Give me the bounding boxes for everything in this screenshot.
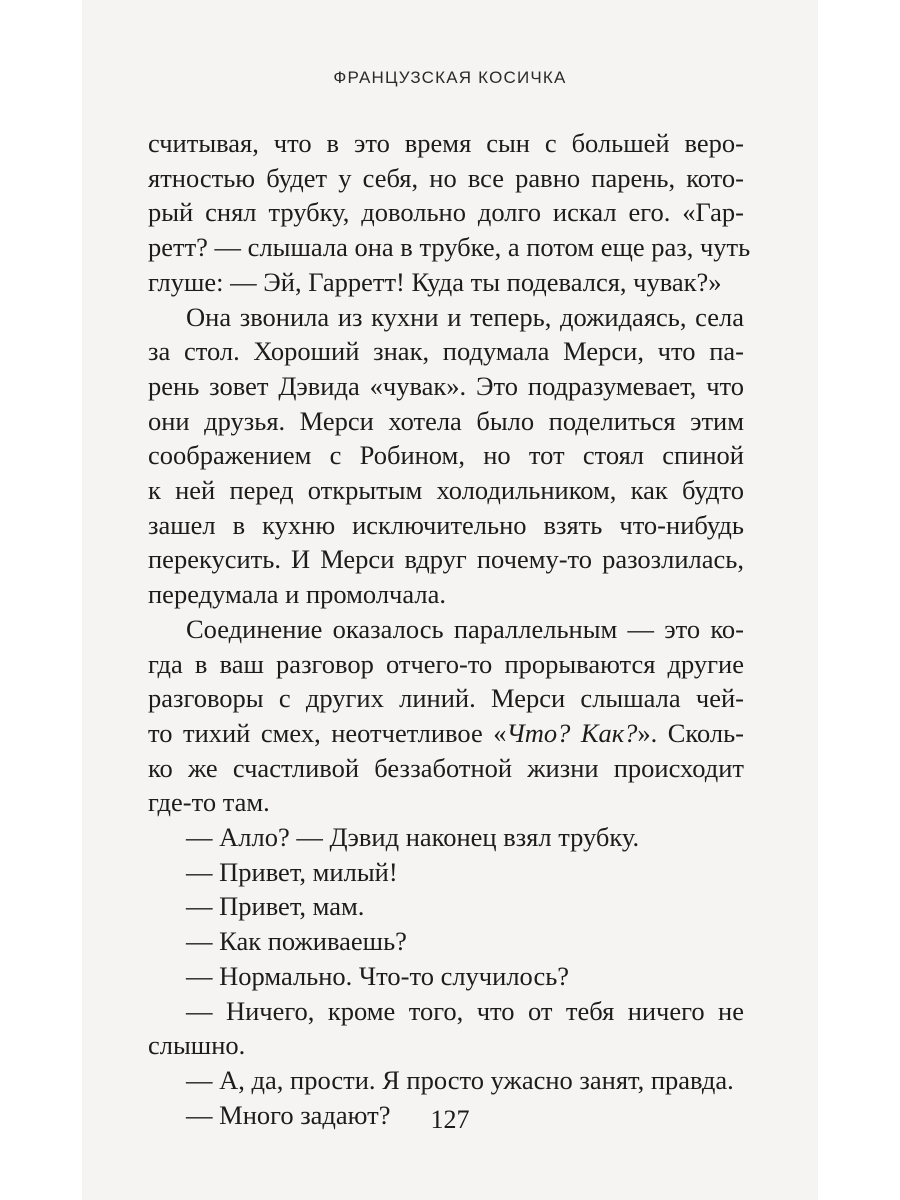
text-line: — Алло? — Дэвид наконец взял трубку. — [186, 822, 640, 853]
text-segment: то тихий смех, неотчетливое « — [148, 717, 507, 748]
dialogue-line — [148, 959, 744, 994]
paragraph — [148, 126, 751, 300]
text-line: — Привет, милый! — [186, 856, 398, 887]
text-line: за стол. Хороший знак, подумала Мерси, что па- — [148, 336, 744, 367]
dialogue-line — [148, 924, 744, 959]
text-line: соображением с Робином, но тот стоял спиной — [148, 440, 744, 471]
text-line: зашел в кухню исключительно взять что-нибудь — [148, 509, 744, 540]
text-line: слышно. — [148, 1030, 246, 1061]
text-line: Она звонила из кухни и теперь, дожидаясь, села — [186, 301, 744, 332]
dialogue-line — [148, 1063, 744, 1098]
text-line: глуше: — Эй, Гарретт! Куда ты подевался, чувак?» — [148, 266, 722, 297]
text-line: — Как поживаешь? — [186, 926, 407, 957]
text-line-with-italic — [148, 716, 744, 751]
page-body — [148, 126, 751, 1132]
page-number: 127 — [430, 1105, 470, 1134]
text-line: Соединение оказалось параллельным — это ко- — [186, 613, 744, 644]
text-line: — Ничего, кроме того, что от тебя ничего не — [186, 995, 744, 1026]
dialogue-line — [148, 820, 744, 855]
running-header: ФРАНЦУЗСКАЯ КОСИЧКА — [333, 68, 567, 87]
text-line: рый снял трубку, довольно долго искал его. «Гар- — [148, 197, 744, 228]
paragraph — [148, 300, 744, 612]
text-line: рень зовет Дэвида «чувак». Это подразумевает, что — [148, 370, 744, 401]
text-line: ятностью будет у себя, но все равно парень, кото- — [148, 162, 744, 193]
paragraph — [148, 612, 744, 820]
text-line: — А, да, прости. Я просто ужасно занят, правда. — [186, 1064, 734, 1095]
text-line: гда в ваш разговор отчего-то прорываются другие — [148, 648, 744, 679]
text-line: перекусить. И Мерси вдруг почему-то разозлилась, — [148, 544, 744, 575]
text-line: ко же счастливой беззаботной жизни происходит — [148, 752, 744, 783]
book-page — [82, 0, 818, 1200]
dialogue-line — [148, 994, 744, 1063]
text-line: разговоры с других линий. Мерси слышала чей- — [148, 683, 744, 714]
text-line: к ней перед открытым холодильником, как будто — [148, 475, 744, 506]
text-line: где-то там. — [148, 787, 270, 818]
text-line: они друзья. Мерси хотела было поделиться этим — [148, 405, 744, 436]
dialogue-line — [148, 889, 744, 924]
text-line: передумала и промолчала. — [148, 579, 446, 610]
text-line: — Много задают? — [186, 1099, 391, 1130]
italic-phrase: Что? Как? — [506, 717, 638, 748]
dialogue-line — [148, 855, 744, 890]
text-line: ретт? — слышала она в трубке, а потом еще раз, чуть — [148, 232, 751, 263]
text-segment: ». Сколь- — [637, 717, 744, 748]
text-line: — Привет, мам. — [186, 891, 365, 922]
text-line: — Нормально. Что-то случилось? — [186, 960, 570, 991]
text-line: считывая, что в это время сын с большей веро- — [148, 128, 744, 158]
